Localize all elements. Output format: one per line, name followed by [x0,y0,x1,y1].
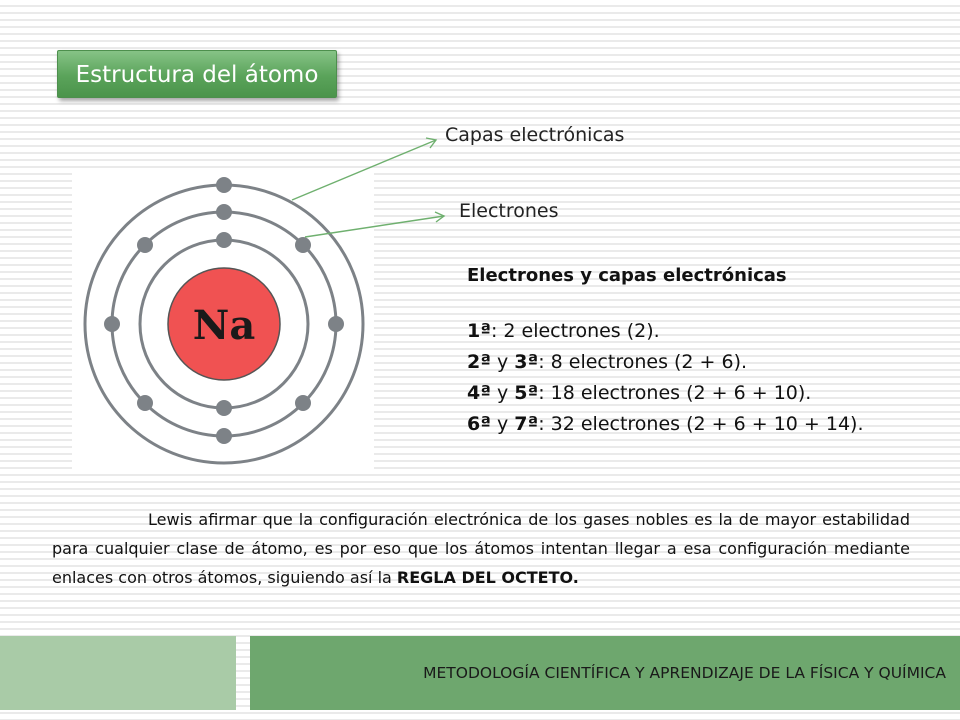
paragraph-text: Lewis afirmar que la configuración electrónica de los gases nobles es la de mayor estabilidad para cualquier clase de átomo, es por eso que los átomos intentan llegar a esa configuración mediante enlaces con otros átomos, siguiendo así la [52,510,910,587]
shell-detail: : 8 electrones (2 + 6). [538,351,748,373]
shell-number: 3ª [514,351,539,373]
info-line [467,378,864,409]
shell-connector: y [490,413,515,435]
lewis-paragraph [52,505,910,592]
shell-detail: : 2 electrones (2). [490,320,660,342]
info-line [467,409,864,440]
shell-number: 7ª [514,413,539,435]
label-electrones: Electrones [459,200,559,222]
shell-connector: y [490,351,515,373]
shell-number: 2ª [467,351,491,373]
info-line [467,347,864,378]
info-heading: Electrones y capas electrónicas [467,265,787,286]
arrow-to-capas [292,140,436,200]
info-block [467,265,864,440]
slide-title: Estructura del átomo [57,50,337,98]
shell-number: 5ª [514,382,539,404]
shell-number: 6ª [467,413,491,435]
arrow-to-electrones [305,216,444,237]
shell-number: 1ª [467,320,491,342]
shell-detail: : 18 electrones (2 + 6 + 10). [538,382,812,404]
element-symbol: Na [192,302,256,349]
label-capas-electronicas: Capas electrónicas [445,124,625,146]
footer-course-title: METODOLOGÍA CIENTÍFICA Y APRENDIZAJE DE LA FÍSICA Y QUÍMICA [250,636,960,710]
shell-number: 4ª [467,382,491,404]
shell-connector: y [490,382,515,404]
info-line [467,316,864,347]
footer-left-block [0,636,236,710]
shell-detail: : 32 electrones (2 + 6 + 10 + 14). [538,413,864,435]
paragraph-emphasis: REGLA DEL OCTETO. [396,568,579,587]
